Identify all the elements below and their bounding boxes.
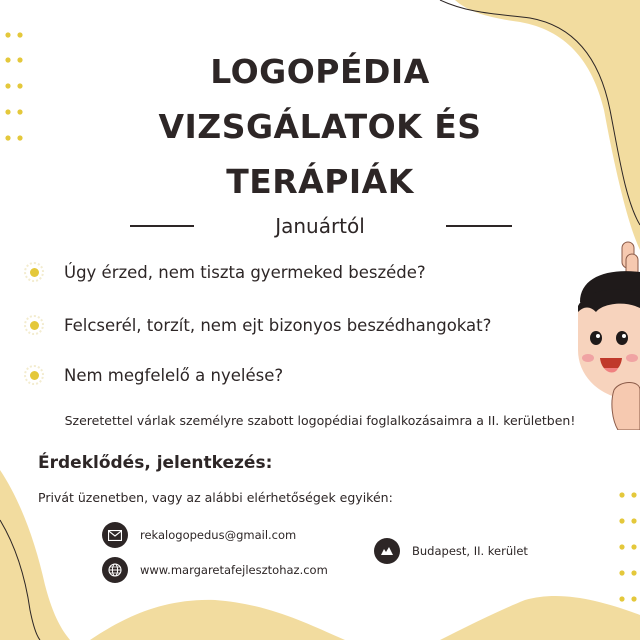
bullet-icon	[24, 365, 44, 385]
invitation-text: Szeretettel várlak személyre szabott logopédiai foglalkozásaimra a II. kerületben!	[64, 413, 576, 428]
title-line-1: LOGOPÉDIA	[210, 52, 430, 91]
contact-note: Privát üzenetben, vagy az alábbi elérhetőségek egyikén:	[38, 490, 393, 505]
page-title	[0, 44, 640, 209]
globe-icon	[102, 557, 128, 583]
question-text: Úgy érzed, nem tiszta gyermeked beszéde?	[64, 262, 426, 282]
location-text: Budapest, II. kerület	[412, 544, 528, 558]
bottom-right-blob	[90, 600, 345, 640]
title-line-2: VIZSGÁLATOK ÉS	[158, 107, 482, 146]
email-text[interactable]: rekalogopedus@gmail.com	[140, 528, 297, 542]
title-line-3: TERÁPIÁK	[226, 162, 414, 201]
map-icon	[374, 538, 400, 564]
website-text[interactable]: www.margaretafejlesztohaz.com	[140, 563, 328, 577]
dot-grid-bottom-right	[619, 492, 636, 601]
question-item	[24, 310, 491, 340]
question-item	[24, 257, 426, 287]
bullet-icon	[24, 262, 44, 282]
location-contact	[374, 538, 528, 564]
right-divider	[446, 225, 512, 227]
website-contact[interactable]	[102, 557, 328, 583]
child-illustration	[566, 240, 640, 430]
question-text: Felcserél, torzít, nem ejt bizonyos beszédhangokat?	[64, 315, 492, 335]
bullet-icon	[24, 315, 44, 335]
contact-heading: Érdeklődés, jelentkezés:	[38, 453, 273, 473]
question-text: Nem megfelelő a nyelése?	[64, 365, 284, 385]
subtitle: Januártól	[275, 214, 365, 238]
subtitle-row	[0, 211, 640, 241]
question-item	[24, 360, 283, 390]
bottom-right-blob-2	[440, 596, 640, 640]
envelope-icon	[102, 522, 128, 548]
email-contact[interactable]	[102, 522, 296, 548]
